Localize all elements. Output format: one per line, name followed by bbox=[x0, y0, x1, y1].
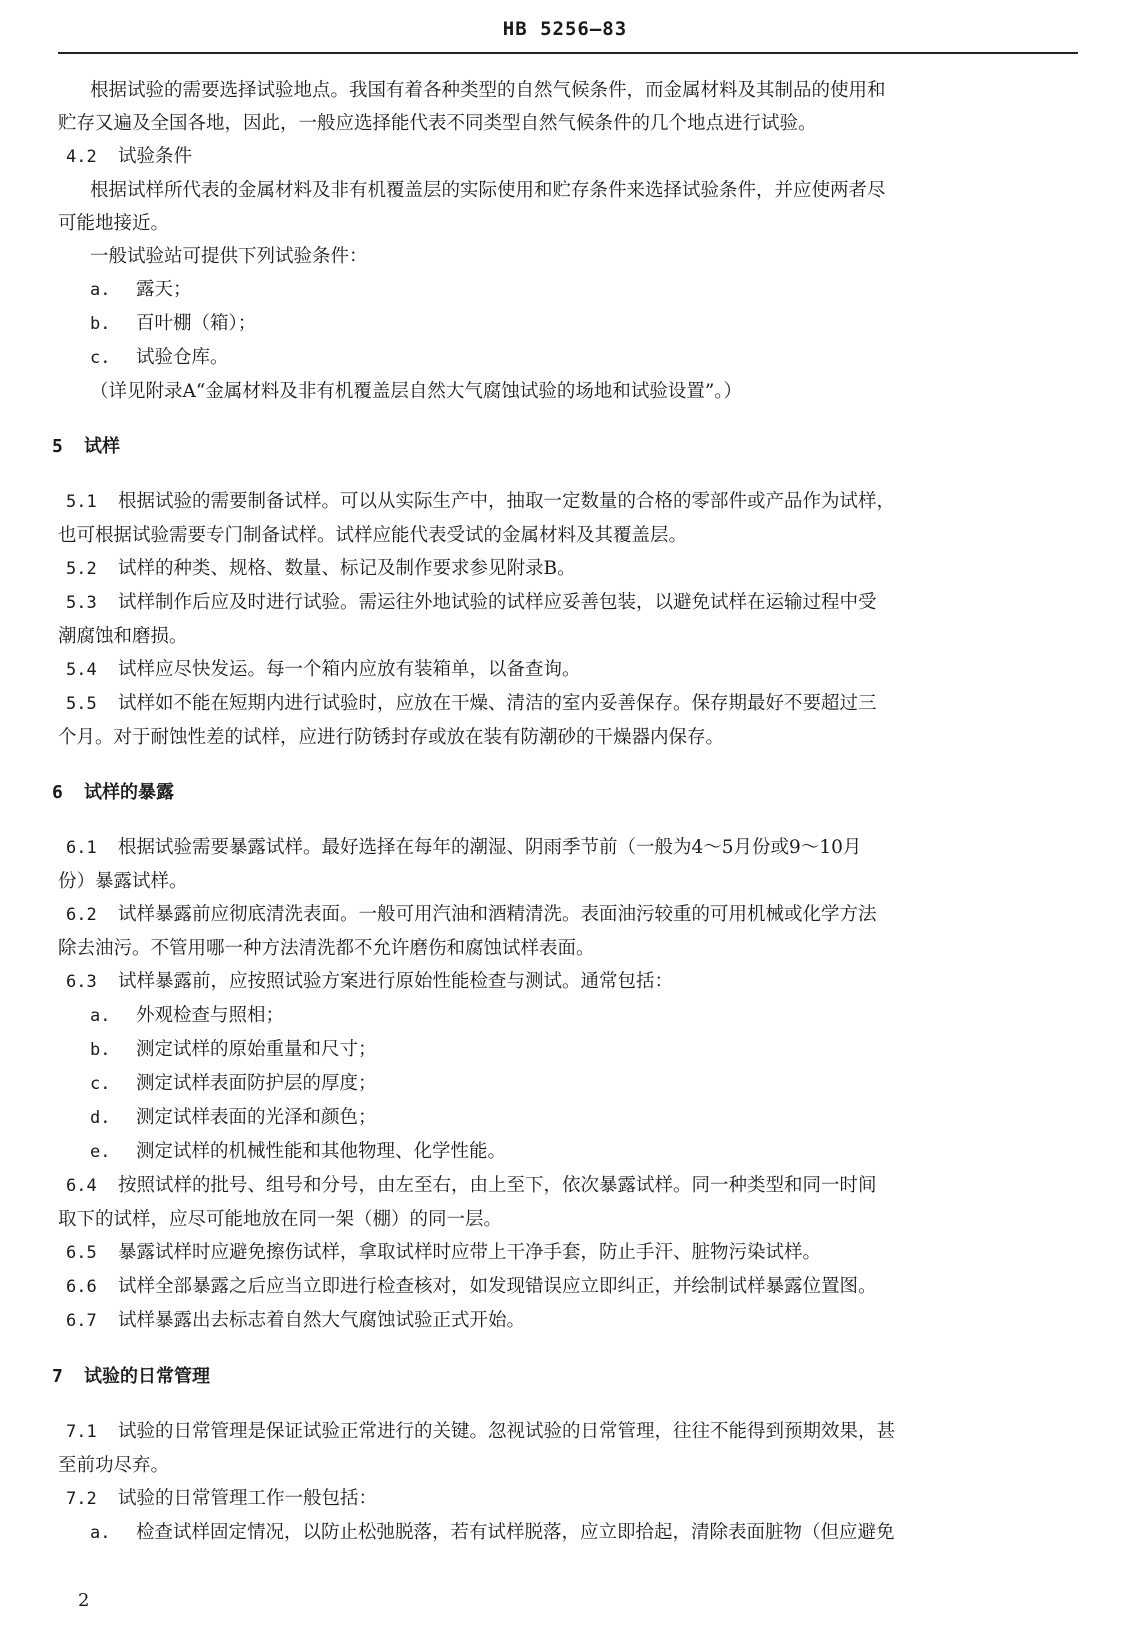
clause-number: 5.5 bbox=[66, 694, 97, 714]
clause-number: 6.5 bbox=[66, 1243, 97, 1263]
clause-text: 根据试验需要暴露试样。最好选择在每年的潮湿、阴雨季节前（一般为4～5月份或9～10月 bbox=[118, 837, 862, 858]
paragraph-continuation: 除去油污。不管用哪一种方法清洗都不允许磨伤和腐蚀试样表面。 bbox=[58, 938, 595, 959]
paragraph: 根据试验的需要选择试验地点。我国有着各种类型的自然气候条件，而金属材料及其制品的使用和 bbox=[90, 80, 886, 101]
section-number: 7 bbox=[52, 1366, 63, 1387]
paragraph-continuation: 可能地接近。 bbox=[58, 213, 170, 234]
paragraph: 一般试验站可提供下列试验条件： bbox=[90, 246, 368, 267]
clause bbox=[0, 1304, 1130, 1338]
clause bbox=[0, 687, 1130, 721]
list-item bbox=[0, 1101, 1130, 1135]
paragraph-continuation: 也可根据试验需要专门制备试样。试样应能代表受试的金属材料及其覆盖层。 bbox=[58, 525, 688, 546]
list-item-letter: a. bbox=[90, 1006, 111, 1026]
list-item bbox=[0, 307, 1130, 341]
paragraph: 根据试样所代表的金属材料及非有机覆盖层的实际使用和贮存条件来选择试验条件，并应使两者尽 bbox=[90, 180, 886, 201]
section-heading bbox=[0, 430, 1130, 463]
clause bbox=[0, 1169, 1130, 1203]
clause bbox=[0, 1270, 1130, 1304]
section-number: 5 bbox=[52, 436, 63, 457]
clause-text: 试样全部暴露之后应当立即进行检查核对，如发现错误应立即纠正，并绘制试样暴露位置图。 bbox=[118, 1276, 877, 1297]
clause bbox=[0, 586, 1130, 620]
list-item-text: 外观检查与照相； bbox=[136, 1005, 285, 1026]
clause-text: 试样暴露前，应按照试验方案进行原始性能检查与测试。通常包括： bbox=[118, 971, 674, 992]
clause-text: 试验的日常管理是保证试验正常进行的关键。忽视试验的日常管理，往往不能得到预期效果，甚 bbox=[118, 1421, 896, 1442]
list-item-text: 试验仓库。 bbox=[136, 347, 229, 368]
clause-number: 4.2 bbox=[66, 147, 97, 167]
clause-text: 按照试样的批号、组号和分号，由左至右，由上至下，依次暴露试样。同一种类型和同一时间 bbox=[118, 1175, 877, 1196]
list-item-letter: c. bbox=[90, 348, 111, 368]
clause-number: 7.2 bbox=[66, 1489, 97, 1509]
document-code: HB 5256—83 bbox=[502, 18, 628, 40]
clause-number: 5.3 bbox=[66, 593, 97, 613]
section-heading bbox=[0, 776, 1130, 809]
list-item-text: 百叶棚（箱）； bbox=[136, 313, 257, 334]
section-heading bbox=[0, 1360, 1130, 1393]
section-gap bbox=[0, 809, 1130, 831]
section-gap bbox=[0, 754, 1130, 776]
list-item-letter: e. bbox=[90, 1142, 111, 1162]
list-item bbox=[0, 1135, 1130, 1169]
clause-number: 5.4 bbox=[66, 660, 97, 680]
clause-text: 试验的日常管理工作一般包括： bbox=[118, 1488, 378, 1509]
clause bbox=[0, 1482, 1130, 1516]
clause-text: 试样应尽快发运。每一个箱内应放有装箱单，以备查询。 bbox=[118, 659, 581, 680]
clause-number: 6.7 bbox=[66, 1311, 97, 1331]
section-number: 6 bbox=[52, 782, 63, 803]
clause bbox=[0, 485, 1130, 519]
paragraph-continuation: 至前功尽弃。 bbox=[58, 1455, 170, 1476]
list-item-letter: c. bbox=[90, 1074, 111, 1094]
paragraph-continuation: 取下的试样，应尽可能地放在同一架（棚）的同一层。 bbox=[58, 1209, 503, 1230]
list-item-text: 检查试样固定情况，以防止松弛脱落，若有试样脱落，应立即拾起，清除表面脏物（但应避免 bbox=[136, 1522, 895, 1543]
clause-number: 7.1 bbox=[66, 1422, 97, 1442]
list-item bbox=[0, 1033, 1130, 1067]
clause-text: 试样制作后应及时进行试验。需运往外地试验的试样应妥善包装，以避免试样在运输过程中受 bbox=[118, 592, 877, 613]
document-body bbox=[0, 74, 1130, 1550]
clause bbox=[0, 1236, 1130, 1270]
page-number: 2 bbox=[78, 1590, 90, 1611]
clause-text: 试验条件 bbox=[118, 146, 193, 167]
clause-text: 根据试验的需要制备试样。可以从实际生产中，抽取一定数量的合格的零部件或产品作为试样， bbox=[118, 491, 896, 512]
paragraph-continuation: 份）暴露试样。 bbox=[58, 871, 188, 892]
clause-number: 6.2 bbox=[66, 905, 97, 925]
section-gap bbox=[0, 463, 1130, 485]
clause bbox=[0, 140, 1130, 174]
clause-number: 5.2 bbox=[66, 559, 97, 579]
clause-text: 试样暴露出去标志着自然大气腐蚀试验正式开始。 bbox=[118, 1310, 526, 1331]
clause bbox=[0, 898, 1130, 932]
clause-text: 试样如不能在短期内进行试验时，应放在干燥、清洁的室内妥善保存。保存期最好不要超过三 bbox=[118, 693, 877, 714]
clause-number: 6.6 bbox=[66, 1277, 97, 1297]
list-item-letter: b. bbox=[90, 314, 111, 334]
list-item bbox=[0, 273, 1130, 307]
list-item-letter: b. bbox=[90, 1040, 111, 1060]
clause-number: 6.1 bbox=[66, 838, 97, 858]
paragraph: （详见附录A“金属材料及非有机覆盖层自然大气腐蚀试验的场地和试验设置”。） bbox=[90, 381, 743, 402]
clause-number: 6.4 bbox=[66, 1176, 97, 1196]
header-rule bbox=[58, 52, 1078, 54]
list-item bbox=[0, 1067, 1130, 1101]
list-item-text: 测定试样表面防护层的厚度； bbox=[136, 1073, 377, 1094]
paragraph-continuation: 个月。对于耐蚀性差的试样，应进行防锈封存或放在装有防潮砂的干燥器内保存。 bbox=[58, 727, 725, 748]
list-item-text: 测定试样的机械性能和其他物理、化学性能。 bbox=[136, 1141, 507, 1162]
list-item-text: 测定试样的原始重量和尺寸； bbox=[136, 1039, 377, 1060]
clause bbox=[0, 552, 1130, 586]
clause-text: 试样的种类、规格、数量、标记及制作要求参见附录B。 bbox=[118, 558, 576, 579]
section-title: 试验的日常管理 bbox=[84, 1366, 210, 1387]
list-item-text: 露天； bbox=[136, 279, 192, 300]
clause-number: 6.3 bbox=[66, 972, 97, 992]
clause bbox=[0, 1415, 1130, 1449]
paragraph-continuation: 贮存又遍及全国各地，因此，一般应选择能代表不同类型自然气候条件的几个地点进行试验。 bbox=[58, 113, 817, 134]
paragraph-continuation: 潮腐蚀和磨损。 bbox=[58, 626, 188, 647]
list-item bbox=[0, 341, 1130, 375]
list-item-text: 测定试样表面的光泽和颜色； bbox=[136, 1107, 377, 1128]
list-item-letter: a. bbox=[90, 1523, 111, 1543]
clause-text: 暴露试样时应避免擦伤试样，拿取试样时应带上干净手套，防止手汗、脏物污染试样。 bbox=[118, 1242, 822, 1263]
list-item bbox=[0, 1516, 1130, 1550]
clause-text: 试样暴露前应彻底清洗表面。一般可用汽油和酒精清洗。表面油污较重的可用机械或化学方法 bbox=[118, 904, 877, 925]
clause bbox=[0, 965, 1130, 999]
section-gap bbox=[0, 1338, 1130, 1360]
section-title: 试样的暴露 bbox=[84, 782, 174, 803]
section-gap bbox=[0, 408, 1130, 430]
list-item bbox=[0, 999, 1130, 1033]
list-item-letter: d. bbox=[90, 1108, 111, 1128]
section-title: 试样 bbox=[84, 436, 120, 457]
clause-number: 5.1 bbox=[66, 492, 97, 512]
section-gap bbox=[0, 1393, 1130, 1415]
clause bbox=[0, 653, 1130, 687]
clause bbox=[0, 831, 1130, 865]
list-item-letter: a. bbox=[90, 280, 111, 300]
